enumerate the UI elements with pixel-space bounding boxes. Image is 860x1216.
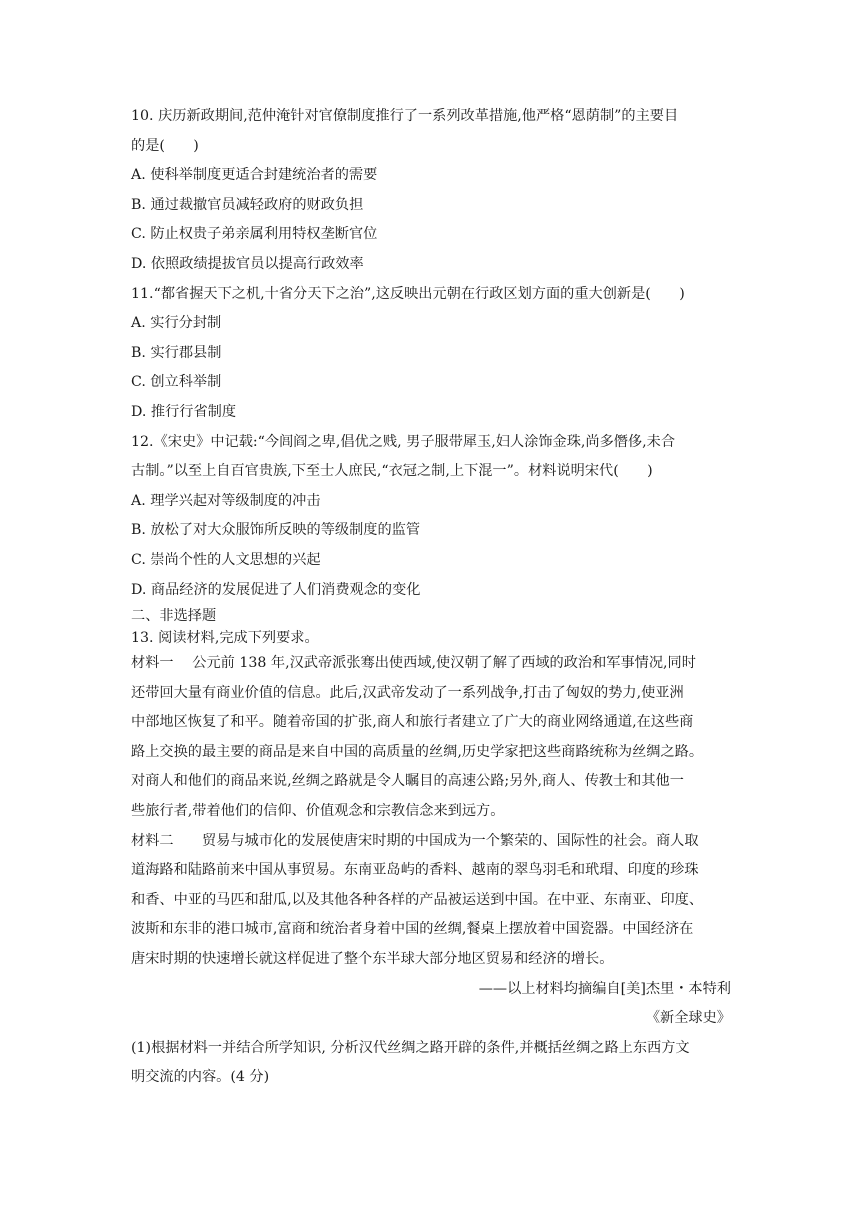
question-12-option-b: B. 放松了对大众服饰所反映的等级制度的监管 bbox=[131, 522, 421, 539]
question-11-option-b: B. 实行郡县制 bbox=[131, 344, 222, 361]
material-two bbox=[131, 827, 731, 975]
material-one-line: 路上交换的最主要的商品是来自中国的高质量的丝绸,历史学家把这些商路统称为丝绸之路。 bbox=[131, 743, 704, 760]
question-11-option-a: A. 实行分封制 bbox=[131, 315, 222, 332]
sub-question-1 bbox=[131, 1034, 731, 1093]
material-two-line: 和香、中亚的马匹和甜瓜,以及其他各种各样的产品被运送到中国。在中亚、东南亚、印度、 bbox=[131, 891, 704, 908]
question-11-stem: 11.“都省握天下之机,十省分天下之治”,这反映出元朝在行政区划方面的重大创新是( ) bbox=[131, 285, 685, 302]
material-one-line: 对商人和他们的商品来说,丝绸之路就是令人瞩目的高速公路;另外,商人、传教士和其他一 bbox=[131, 773, 684, 790]
question-10-option-a: A. 使科举制度更适合封建统治者的需要 bbox=[131, 167, 378, 184]
material-one-line: 中部地区恢复了和平。随着帝国的扩张,商人和旅行者建立了广大的商业网络通道,在这些商 bbox=[131, 714, 694, 731]
sub-question-1-line-2: 明交流的内容。(4 分) bbox=[131, 1069, 270, 1086]
question-11-option-d: D. 推行行省制度 bbox=[131, 403, 237, 420]
material-one-line: 材料一 公元前 138 年,汉武帝派张骞出使西域,使汉朝了解了西域的政治和军事情况,同时 bbox=[131, 655, 696, 672]
question-10-option-d: D. 依照政绩提拔官员以提高行政效率 bbox=[131, 255, 364, 272]
question-12-stem-line-1: 12.《宋史》中记载:“今闾阎之卑,倡优之贱, 男子服带犀玉,妇人涂饰金珠,尚多僭侈,未合 bbox=[131, 433, 676, 450]
exam-page bbox=[131, 102, 731, 1093]
question-13-intro: 13. 阅读材料,完成下列要求。 bbox=[131, 630, 319, 647]
material-two-line: 材料二 贸易与城市化的发展使唐宋时期的中国成为一个繁荣的、国际性的社会。商人取 bbox=[131, 832, 699, 849]
sub-question-1-line-1: (1)根据材料一并结合所学知识, 分析汉代丝绸之路开辟的条件,并概括丝绸之路上东西方文 bbox=[131, 1039, 690, 1056]
source-book-title: 《新全球史》 bbox=[645, 1010, 731, 1027]
section-2 bbox=[131, 605, 731, 649]
question-10-stem-line-1: 10. 庆历新政期间,范仲淹针对官僚制度推行了一系列改革措施,他严格“恩荫制”的主要目 bbox=[131, 108, 679, 124]
section-heading: 二、非选择题 bbox=[131, 608, 217, 625]
question-10-stem-line-2: 的是( ) bbox=[131, 137, 199, 154]
question-12 bbox=[131, 428, 731, 606]
material-two-line: 道海路和陆路前来中国从事贸易。东南亚岛屿的香料、越南的翠鸟羽毛和玳瑁、印度的珍珠 bbox=[131, 862, 699, 879]
question-11 bbox=[131, 280, 731, 428]
question-10 bbox=[131, 102, 731, 280]
material-one bbox=[131, 649, 731, 827]
material-one-line: 还带回大量有商业价值的信息。此后,汉武帝发动了一系列战争,打击了匈奴的势力,使亚洲 bbox=[131, 684, 684, 701]
question-11-option-c: C. 创立科举制 bbox=[131, 374, 222, 391]
question-10-option-c: C. 防止权贵子弟亲属利用特权垄断官位 bbox=[131, 226, 378, 243]
source-author: ——以上材料均摘编自[美]杰里・本特利 bbox=[478, 980, 731, 997]
material-one-line: 些旅行者,带着他们的信仰、价值观念和宗教信念来到远方。 bbox=[131, 803, 505, 820]
question-12-stem-line-2: 古制。”以至上自百官贵族,下至士人庶民,“衣冠之制,上下混一”。材料说明宋代( ) bbox=[131, 463, 653, 480]
material-two-line: 波斯和东非的港口城市,富商和统治者身着中国的丝绸,餐桌上摆放着中国瓷器。中国经济在 bbox=[131, 921, 694, 938]
material-two-line: 唐宋时期的快速增长就这样促进了整个东半球大部分地区贸易和经济的增长。 bbox=[131, 951, 614, 968]
question-12-option-a: A. 理学兴起对等级制度的冲击 bbox=[131, 492, 321, 509]
source-citation bbox=[131, 975, 731, 1034]
question-12-option-c: C. 崇尚个性的人文思想的兴起 bbox=[131, 551, 321, 568]
question-10-option-b: B. 通过裁撤官员减轻政府的财政负担 bbox=[131, 196, 364, 213]
question-12-option-d: D. 商品经济的发展促进了人们消费观念的变化 bbox=[131, 581, 421, 598]
